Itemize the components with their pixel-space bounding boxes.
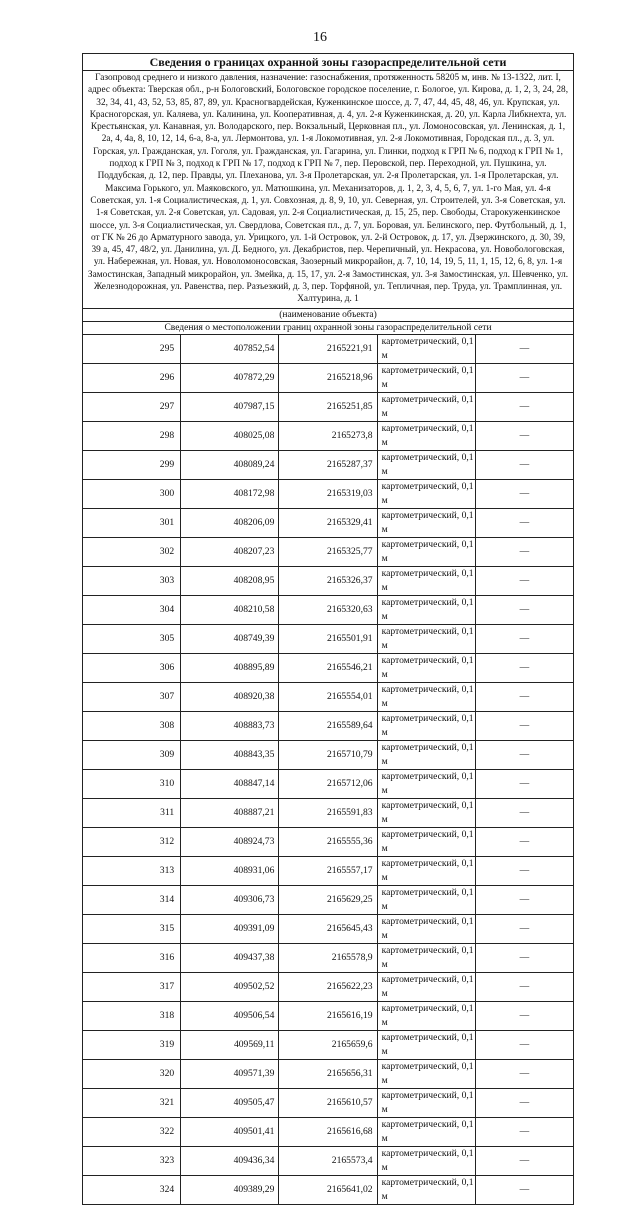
- coord-y-cell: 2165610,57: [279, 1088, 377, 1117]
- method-cell: картометрический, 0,1 м: [377, 711, 475, 740]
- point-number-cell: 300: [83, 479, 181, 508]
- coord-x-cell: 409391,09: [181, 914, 279, 943]
- table-row: [83, 508, 574, 537]
- method-cell: картометрический, 0,1 м: [377, 363, 475, 392]
- accuracy-dash-cell: —: [475, 856, 573, 885]
- point-number-cell: 315: [83, 914, 181, 943]
- table-row: [83, 566, 574, 595]
- method-cell: картометрический, 0,1 м: [377, 508, 475, 537]
- coord-y-cell: 2165616,19: [279, 1001, 377, 1030]
- method-cell: картометрический, 0,1 м: [377, 1175, 475, 1204]
- accuracy-dash-cell: —: [475, 363, 573, 392]
- table-row: [83, 856, 574, 885]
- method-cell: картометрический, 0,1 м: [377, 421, 475, 450]
- accuracy-dash-cell: —: [475, 827, 573, 856]
- method-cell: картометрический, 0,1 м: [377, 769, 475, 798]
- table-row: [83, 653, 574, 682]
- table-row: [83, 943, 574, 972]
- coord-y-cell: 2165546,21: [279, 653, 377, 682]
- coord-y-cell: 2165622,23: [279, 972, 377, 1001]
- method-cell: картометрический, 0,1 м: [377, 450, 475, 479]
- method-cell: картометрический, 0,1 м: [377, 943, 475, 972]
- table-row: [83, 1117, 574, 1146]
- table-row: [83, 624, 574, 653]
- accuracy-dash-cell: —: [475, 1175, 573, 1204]
- page-number: 16: [313, 30, 327, 45]
- coord-x-cell: 408931,06: [181, 856, 279, 885]
- method-cell: картометрический, 0,1 м: [377, 972, 475, 1001]
- accuracy-dash-cell: —: [475, 1088, 573, 1117]
- coord-y-cell: 2165641,02: [279, 1175, 377, 1204]
- coord-x-cell: 408089,24: [181, 450, 279, 479]
- table-row: [83, 1059, 574, 1088]
- accuracy-dash-cell: —: [475, 914, 573, 943]
- coord-x-cell: 407987,15: [181, 392, 279, 421]
- point-number-cell: 313: [83, 856, 181, 885]
- point-number-cell: 322: [83, 1117, 181, 1146]
- point-number-cell: 309: [83, 740, 181, 769]
- method-cell: картометрический, 0,1 м: [377, 1059, 475, 1088]
- coord-x-cell: 408920,38: [181, 682, 279, 711]
- coord-x-cell: 409436,34: [181, 1146, 279, 1175]
- point-number-cell: 311: [83, 798, 181, 827]
- location-caption-row: [83, 321, 574, 334]
- point-number-cell: 324: [83, 1175, 181, 1204]
- coord-x-cell: 408208,95: [181, 566, 279, 595]
- coord-x-cell: 408924,73: [181, 827, 279, 856]
- table-row: [83, 914, 574, 943]
- table-row: [83, 740, 574, 769]
- document-body: [82, 53, 574, 1205]
- method-cell: картометрический, 0,1 м: [377, 566, 475, 595]
- table-row: [83, 595, 574, 624]
- coord-y-cell: 2165251,85: [279, 392, 377, 421]
- coord-x-cell: 408207,23: [181, 537, 279, 566]
- coord-y-cell: 2165287,37: [279, 450, 377, 479]
- point-number-cell: 321: [83, 1088, 181, 1117]
- coord-y-cell: 2165659,6: [279, 1030, 377, 1059]
- coord-x-cell: 408210,58: [181, 595, 279, 624]
- coord-x-cell: 409437,38: [181, 943, 279, 972]
- table-row: [83, 711, 574, 740]
- accuracy-dash-cell: —: [475, 885, 573, 914]
- table-row: [83, 363, 574, 392]
- coord-x-cell: 409501,41: [181, 1117, 279, 1146]
- coord-x-cell: 408883,73: [181, 711, 279, 740]
- accuracy-dash-cell: —: [475, 1146, 573, 1175]
- accuracy-dash-cell: —: [475, 624, 573, 653]
- point-number-cell: 303: [83, 566, 181, 595]
- method-cell: картометрический, 0,1 м: [377, 885, 475, 914]
- accuracy-dash-cell: —: [475, 508, 573, 537]
- table-row: [83, 421, 574, 450]
- accuracy-dash-cell: —: [475, 1001, 573, 1030]
- coord-x-cell: 408847,14: [181, 769, 279, 798]
- table-row: [83, 537, 574, 566]
- method-cell: картометрический, 0,1 м: [377, 653, 475, 682]
- point-number-cell: 319: [83, 1030, 181, 1059]
- coord-x-cell: 408206,09: [181, 508, 279, 537]
- accuracy-dash-cell: —: [475, 537, 573, 566]
- method-cell: картометрический, 0,1 м: [377, 1030, 475, 1059]
- coord-x-cell: 408887,21: [181, 798, 279, 827]
- method-cell: картометрический, 0,1 м: [377, 1001, 475, 1030]
- method-cell: картометрический, 0,1 м: [377, 682, 475, 711]
- accuracy-dash-cell: —: [475, 421, 573, 450]
- coord-x-cell: 409505,47: [181, 1088, 279, 1117]
- table-row: [83, 334, 574, 363]
- coord-x-cell: 409389,29: [181, 1175, 279, 1204]
- coord-y-cell: 2165616,68: [279, 1117, 377, 1146]
- accuracy-dash-cell: —: [475, 1117, 573, 1146]
- coord-y-cell: 2165501,91: [279, 624, 377, 653]
- title-row: [83, 54, 574, 71]
- coord-y-cell: 2165218,96: [279, 363, 377, 392]
- coord-y-cell: 2165589,64: [279, 711, 377, 740]
- method-cell: картометрический, 0,1 м: [377, 740, 475, 769]
- point-number-cell: 307: [83, 682, 181, 711]
- coord-y-cell: 2165273,8: [279, 421, 377, 450]
- coord-y-cell: 2165656,31: [279, 1059, 377, 1088]
- boundary-table: [82, 53, 574, 1205]
- table-row: [83, 972, 574, 1001]
- point-number-cell: 296: [83, 363, 181, 392]
- coord-y-cell: 2165221,91: [279, 334, 377, 363]
- table-row: [83, 798, 574, 827]
- location-caption: Сведения о местоположении границ охранной зоны газораспределительной сети: [83, 321, 574, 334]
- point-number-cell: 306: [83, 653, 181, 682]
- table-row: [83, 1175, 574, 1204]
- method-cell: картометрический, 0,1 м: [377, 479, 475, 508]
- coord-x-cell: 408843,35: [181, 740, 279, 769]
- coord-x-cell: 408172,98: [181, 479, 279, 508]
- point-number-cell: 299: [83, 450, 181, 479]
- coord-x-cell: 408749,39: [181, 624, 279, 653]
- table-row: [83, 1088, 574, 1117]
- coord-y-cell: 2165573,4: [279, 1146, 377, 1175]
- coord-y-cell: 2165554,01: [279, 682, 377, 711]
- object-caption-row: [83, 308, 574, 321]
- coord-x-cell: 407852,54: [181, 334, 279, 363]
- accuracy-dash-cell: —: [475, 711, 573, 740]
- accuracy-dash-cell: —: [475, 798, 573, 827]
- coord-y-cell: 2165326,37: [279, 566, 377, 595]
- accuracy-dash-cell: —: [475, 653, 573, 682]
- accuracy-dash-cell: —: [475, 450, 573, 479]
- coord-y-cell: 2165629,25: [279, 885, 377, 914]
- point-number-cell: 310: [83, 769, 181, 798]
- coord-x-cell: 408895,89: [181, 653, 279, 682]
- accuracy-dash-cell: —: [475, 1059, 573, 1088]
- coord-x-cell: 409506,54: [181, 1001, 279, 1030]
- point-number-cell: 317: [83, 972, 181, 1001]
- table-row: [83, 1030, 574, 1059]
- table-row: [83, 827, 574, 856]
- method-cell: картометрический, 0,1 м: [377, 1117, 475, 1146]
- method-cell: картометрический, 0,1 м: [377, 1088, 475, 1117]
- coord-y-cell: 2165325,77: [279, 537, 377, 566]
- point-number-cell: 304: [83, 595, 181, 624]
- method-cell: картометрический, 0,1 м: [377, 798, 475, 827]
- method-cell: картометрический, 0,1 м: [377, 537, 475, 566]
- coord-y-cell: 2165319,03: [279, 479, 377, 508]
- point-number-cell: 295: [83, 334, 181, 363]
- coord-x-cell: 409306,73: [181, 885, 279, 914]
- table-row: [83, 479, 574, 508]
- point-number-cell: 305: [83, 624, 181, 653]
- coord-x-cell: 409569,11: [181, 1030, 279, 1059]
- method-cell: картометрический, 0,1 м: [377, 856, 475, 885]
- point-number-cell: 297: [83, 392, 181, 421]
- method-cell: картометрический, 0,1 м: [377, 624, 475, 653]
- accuracy-dash-cell: —: [475, 392, 573, 421]
- accuracy-dash-cell: —: [475, 1030, 573, 1059]
- table-row: [83, 769, 574, 798]
- coord-y-cell: 2165712,06: [279, 769, 377, 798]
- table-row: [83, 682, 574, 711]
- coord-y-cell: 2165578,9: [279, 943, 377, 972]
- table-row: [83, 450, 574, 479]
- accuracy-dash-cell: —: [475, 334, 573, 363]
- method-cell: картометрический, 0,1 м: [377, 392, 475, 421]
- point-number-cell: 318: [83, 1001, 181, 1030]
- table-row: [83, 1001, 574, 1030]
- point-number-cell: 302: [83, 537, 181, 566]
- document-title: Сведения о границах охранной зоны газораспределительной сети: [83, 54, 574, 71]
- coord-y-cell: 2165591,83: [279, 798, 377, 827]
- table-row: [83, 392, 574, 421]
- coord-x-cell: 409571,39: [181, 1059, 279, 1088]
- point-number-cell: 308: [83, 711, 181, 740]
- point-number-cell: 298: [83, 421, 181, 450]
- point-number-cell: 301: [83, 508, 181, 537]
- accuracy-dash-cell: —: [475, 972, 573, 1001]
- coord-x-cell: 408025,08: [181, 421, 279, 450]
- accuracy-dash-cell: —: [475, 740, 573, 769]
- table-row: [83, 1146, 574, 1175]
- method-cell: картометрический, 0,1 м: [377, 334, 475, 363]
- coord-y-cell: 2165329,41: [279, 508, 377, 537]
- coord-y-cell: 2165320,63: [279, 595, 377, 624]
- object-name-caption: (наименование объекта): [83, 308, 574, 321]
- method-cell: картометрический, 0,1 м: [377, 914, 475, 943]
- accuracy-dash-cell: —: [475, 769, 573, 798]
- accuracy-dash-cell: —: [475, 479, 573, 508]
- point-number-cell: 320: [83, 1059, 181, 1088]
- point-number-cell: 314: [83, 885, 181, 914]
- accuracy-dash-cell: —: [475, 566, 573, 595]
- coord-y-cell: 2165710,79: [279, 740, 377, 769]
- accuracy-dash-cell: —: [475, 595, 573, 624]
- coord-y-cell: 2165555,36: [279, 827, 377, 856]
- table-row: [83, 885, 574, 914]
- point-number-cell: 316: [83, 943, 181, 972]
- accuracy-dash-cell: —: [475, 943, 573, 972]
- coord-x-cell: 407872,29: [181, 363, 279, 392]
- method-cell: картометрический, 0,1 м: [377, 827, 475, 856]
- method-cell: картометрический, 0,1 м: [377, 1146, 475, 1175]
- point-number-cell: 323: [83, 1146, 181, 1175]
- accuracy-dash-cell: —: [475, 682, 573, 711]
- coord-y-cell: 2165557,17: [279, 856, 377, 885]
- object-description-row: [83, 71, 574, 309]
- point-number-cell: 312: [83, 827, 181, 856]
- coord-x-cell: 409502,52: [181, 972, 279, 1001]
- object-description: Газопровод среднего и низкого давления, назначение: газоснабжения, протяженность 58205 м, инв. № 13-1322, лит. I, адрес объекта: Тверская обл., р-н Бологовский, Бологовское городское поселение, г. Бологое, ул. Кирова, д. 1, 2, 3, 24, 28, 32, 34, 41, 43, 52, 53, 85, 87, 89, ул. Красногвардейская, Куженкинское шоссе, д. 7, 47, 44, 45, 48, 46, ул. Крупская, ул. Красногорская, ул. Каляева, ул. Калинина, ул. Кооперативная, д. 4, ул. 2-я Куженкинская, д. 20, ул. Карла Либкнехта, ул. Крестьянская, ул. Канавная, ул. Володарского, пер. Вокзальный, Церковная пл., ул. Ломоносовская, ул. Ленинская, д. 1, 2а, 4, 4а, 8, 10, 12, 14, 6-а, 8-а, ул. Лермонтова, ул. 1-я Локомотивная, ул. 2-я Локомотивная, Городская пл., д. 3, ул. Горская, ул. Гражданская, ул. Гоголя, ул. Гражданская, ул. Гагарина, ул. Глинки, подход к ГРП № 6, подход к ГРП № 1, подход к ГРП № 3, подход к ГРП № 17, подход к ГРП № 7, пер. Перовской, пер. Переходной, ул. Пушкина, ул. Поддубская, д. 12, пер. Правды, ул. Плеханова, ул. 3-я Пролетарская, ул. 2-я Пролетарская, ул. 1-я Пролетарская, ул. Максима Горького, ул. Маяковского, ул. Матюшкина, ул. Механизаторов, д. 1, 2, 3, 4, 5, 6, 7, ул. 1-го Мая, ул. 4-я Советская, ул. 1-я Социалистическая, д. 1, ул. Совхозная, д. 8, 9, 10, ул. Северная, ул. Строителей, ул. 3-я Советская, ул. 1-я Советская, ул. 2-я Советская, ул. Садовая, ул. 2-я Социалистическая, д. 15, 25, пер. Свободы, Старокуженкинское шоссе, ул. 3-я Социалистическая, ул. Свердлова, Советская пл., д. 7, ул. Боровая, ул. Белинского, пер. Футбольный, д. 1, от ГК № 26 до Арматурного завода, ул. Урицкого, ул. 1-й Островок, ул. 2-й Островок, д. 17, ул. Дзержинского, д. 30, 39, 39 а, 45, 47, 48/2, ул. Данилина, ул. Д. Бедного, ул. Декабристов, пер. Черепичный, ул. Некрасова, ул. Новобологовская, ул. Набережная, ул. Новая, ул. Новоломоносовская, Заозерный микрорайон, д. 7, 10, 14, 19, 5, 11, 1, 15, 12, 6, 8, ул. 1-я Замостинская, Западный микрорайон, ул. Змейка, д. 15, 17, ул. 2-я Замостинская, ул. 3-я Замостинская, ул. Шевченко, ул. Железнодорожная, ул. Равенства, пер. Разъезжий, д. 3, пер. Торфяной, ул. Тепличная, пер. Труда, ул. Трамплинная, ул. Халтурина, д. 1: [83, 71, 574, 309]
- method-cell: картометрический, 0,1 м: [377, 595, 475, 624]
- coord-y-cell: 2165645,43: [279, 914, 377, 943]
